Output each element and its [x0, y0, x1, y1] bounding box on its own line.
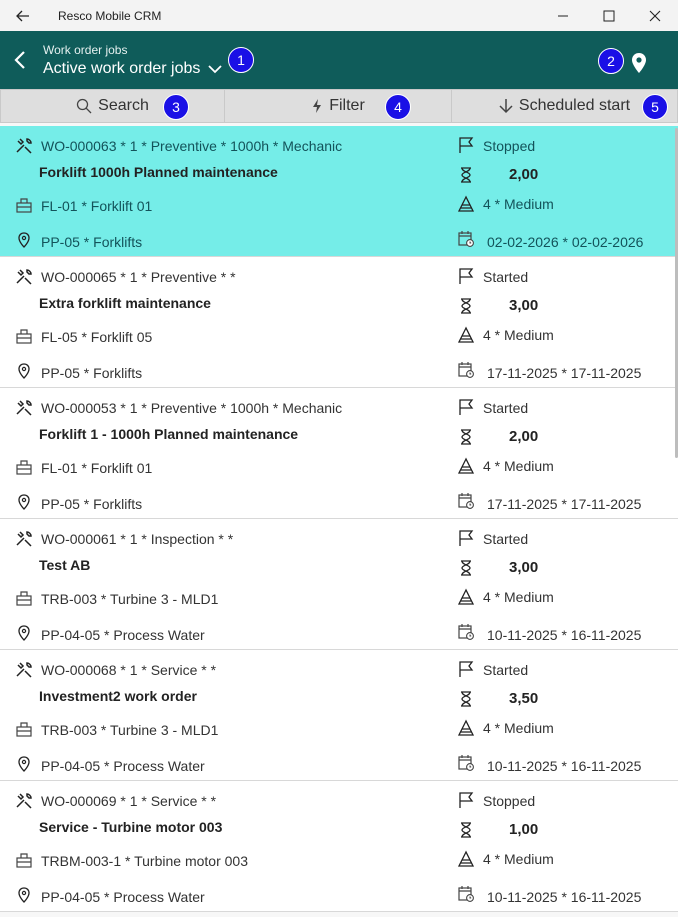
list-item[interactable] — [0, 388, 678, 519]
priority-text: 4 * Medium — [483, 196, 554, 212]
asset-icon — [15, 196, 33, 214]
filter-button[interactable] — [225, 89, 452, 123]
duration-value: 2,00 — [509, 166, 539, 183]
status-text: Stopped — [483, 793, 536, 809]
location-pin-icon — [15, 231, 33, 249]
location-text: PP-04-05 * Process Water — [41, 889, 205, 905]
window-title: Resco Mobile CRM — [58, 8, 162, 23]
location-pin-icon — [15, 493, 33, 511]
priority-text: 4 * Medium — [483, 458, 554, 474]
work-order-id: WO-000065 * 1 * Preventive * * — [41, 269, 236, 285]
asset-text: TRBM-003-1 * Turbine motor 003 — [41, 853, 248, 869]
priority-text: 4 * Medium — [483, 851, 554, 867]
duration-value: 3,00 — [509, 297, 539, 314]
lightning-icon — [311, 98, 323, 114]
search-label: Search — [98, 97, 149, 114]
hourglass-icon — [457, 690, 475, 708]
header-subtitle: Work order jobs — [43, 43, 128, 57]
flag-icon — [457, 791, 475, 809]
location-text: PP-04-05 * Process Water — [41, 627, 205, 643]
list-item[interactable] — [0, 781, 678, 912]
asset-text: FL-05 * Forklift 05 — [41, 329, 153, 345]
asset-icon — [15, 589, 33, 607]
priority-icon — [457, 588, 475, 606]
list-item[interactable] — [0, 126, 678, 257]
priority-text: 4 * Medium — [483, 720, 554, 736]
flag-icon — [457, 136, 475, 154]
job-name: Investment2 work order — [39, 688, 197, 704]
search-icon — [76, 98, 92, 114]
maximize-icon — [603, 10, 615, 22]
window-controls — [540, 0, 678, 31]
asset-icon — [15, 458, 33, 476]
sort-label: Scheduled start — [518, 97, 631, 114]
header-back-button[interactable] — [6, 45, 34, 75]
asset-text: FL-01 * Forklift 01 — [41, 198, 153, 214]
flag-icon — [457, 398, 475, 416]
maximize-button[interactable] — [586, 0, 632, 31]
status-text: Stopped — [483, 138, 536, 154]
schedule-dates: 02-02-2026 * 02-02-2026 — [487, 234, 644, 250]
filter-label: Filter — [329, 97, 365, 114]
asset-icon — [15, 720, 33, 738]
window-titlebar — [0, 0, 678, 31]
priority-icon — [457, 457, 475, 475]
work-order-id: WO-000069 * 1 * Service * * — [41, 793, 217, 809]
asset-icon — [15, 851, 33, 869]
tools-icon — [15, 399, 33, 417]
status-text: Started — [483, 400, 529, 416]
arrow-down-icon — [499, 98, 513, 114]
duration-value: 3,50 — [509, 690, 539, 707]
location-text: PP-05 * Forklifts — [41, 365, 143, 381]
tools-icon — [15, 268, 33, 286]
chevron-down-icon — [208, 65, 222, 74]
location-text: PP-04-05 * Process Water — [41, 758, 205, 774]
close-button[interactable] — [632, 0, 678, 31]
work-order-id: WO-000061 * 1 * Inspection * * — [41, 531, 234, 547]
hourglass-icon — [457, 166, 475, 184]
tools-icon — [15, 661, 33, 679]
work-order-id: WO-000063 * 1 * Preventive * 1000h * Mechanic — [41, 138, 343, 154]
search-button[interactable] — [0, 89, 225, 123]
location-pin-icon — [15, 362, 33, 380]
status-text: Started — [483, 269, 529, 285]
minimize-button[interactable] — [540, 0, 586, 31]
job-name: Service - Turbine motor 003 — [39, 819, 223, 835]
callout-badge-2: 2 — [598, 48, 624, 74]
calendar-clock-icon — [457, 623, 475, 641]
priority-icon — [457, 850, 475, 868]
hourglass-icon — [457, 559, 475, 577]
priority-icon — [457, 719, 475, 737]
priority-text: 4 * Medium — [483, 327, 554, 343]
asset-text: TRB-003 * Turbine 3 - MLD1 — [41, 722, 219, 738]
work-order-id: WO-000068 * 1 * Service * * — [41, 662, 217, 678]
schedule-dates: 10-11-2025 * 16-11-2025 — [487, 627, 642, 643]
status-text: Started — [483, 662, 529, 678]
list-item[interactable] — [0, 519, 678, 650]
duration-value: 1,00 — [509, 821, 539, 838]
flag-icon — [457, 660, 475, 678]
minimize-icon — [557, 10, 569, 22]
list-item[interactable] — [0, 650, 678, 781]
job-name: Test AB — [39, 557, 91, 573]
callout-badge-3: 3 — [163, 94, 189, 120]
location-pin-icon — [15, 624, 33, 642]
calendar-clock-icon — [457, 361, 475, 379]
calendar-clock-icon — [457, 754, 475, 772]
work-order-id: WO-000053 * 1 * Preventive * 1000h * Mechanic — [41, 400, 343, 416]
callout-badge-5: 5 — [642, 94, 668, 120]
duration-value: 2,00 — [509, 428, 539, 445]
priority-icon — [457, 195, 475, 213]
tools-icon — [15, 792, 33, 810]
header-title: Active work order jobs — [43, 60, 201, 77]
app-header — [0, 31, 678, 89]
schedule-dates: 10-11-2025 * 16-11-2025 — [487, 889, 642, 905]
flag-icon — [457, 267, 475, 285]
priority-icon — [457, 326, 475, 344]
status-text: Started — [483, 531, 529, 547]
close-icon — [649, 10, 661, 22]
hourglass-icon — [457, 821, 475, 839]
asset-icon — [15, 327, 33, 345]
asset-text: TRB-003 * Turbine 3 - MLD1 — [41, 591, 219, 607]
map-pin-icon — [628, 51, 650, 75]
calendar-clock-icon — [457, 885, 475, 903]
job-name: Extra forklift maintenance — [39, 295, 211, 311]
location-pin-icon — [15, 755, 33, 773]
schedule-dates: 17-11-2025 * 17-11-2025 — [487, 496, 642, 512]
calendar-clock-icon — [457, 230, 475, 248]
map-button[interactable] — [628, 51, 650, 75]
chevron-left-icon — [14, 51, 26, 69]
location-text: PP-05 * Forklifts — [41, 496, 143, 512]
tools-icon — [15, 530, 33, 548]
schedule-dates: 17-11-2025 * 17-11-2025 — [487, 365, 642, 381]
job-name: Forklift 1 - 1000h Planned maintenance — [39, 426, 299, 442]
location-pin-icon — [15, 886, 33, 904]
callout-badge-1: 1 — [228, 47, 254, 73]
flag-icon — [457, 529, 475, 547]
window-back-button[interactable] — [0, 0, 46, 31]
hourglass-icon — [457, 297, 475, 315]
schedule-dates: 10-11-2025 * 16-11-2025 — [487, 758, 642, 774]
job-name: Forklift 1000h Planned maintenance — [39, 164, 278, 180]
tools-icon — [15, 137, 33, 155]
list-toolbar — [0, 89, 678, 123]
view-selector[interactable] — [43, 60, 222, 78]
location-text: PP-05 * Forklifts — [41, 234, 143, 250]
asset-text: FL-01 * Forklift 01 — [41, 460, 153, 476]
priority-text: 4 * Medium — [483, 589, 554, 605]
hourglass-icon — [457, 428, 475, 446]
callout-badge-4: 4 — [385, 94, 411, 120]
calendar-clock-icon — [457, 492, 475, 510]
duration-value: 3,00 — [509, 559, 539, 576]
list-item[interactable] — [0, 257, 678, 388]
work-order-job-list — [0, 126, 678, 917]
back-arrow-icon — [16, 10, 30, 22]
